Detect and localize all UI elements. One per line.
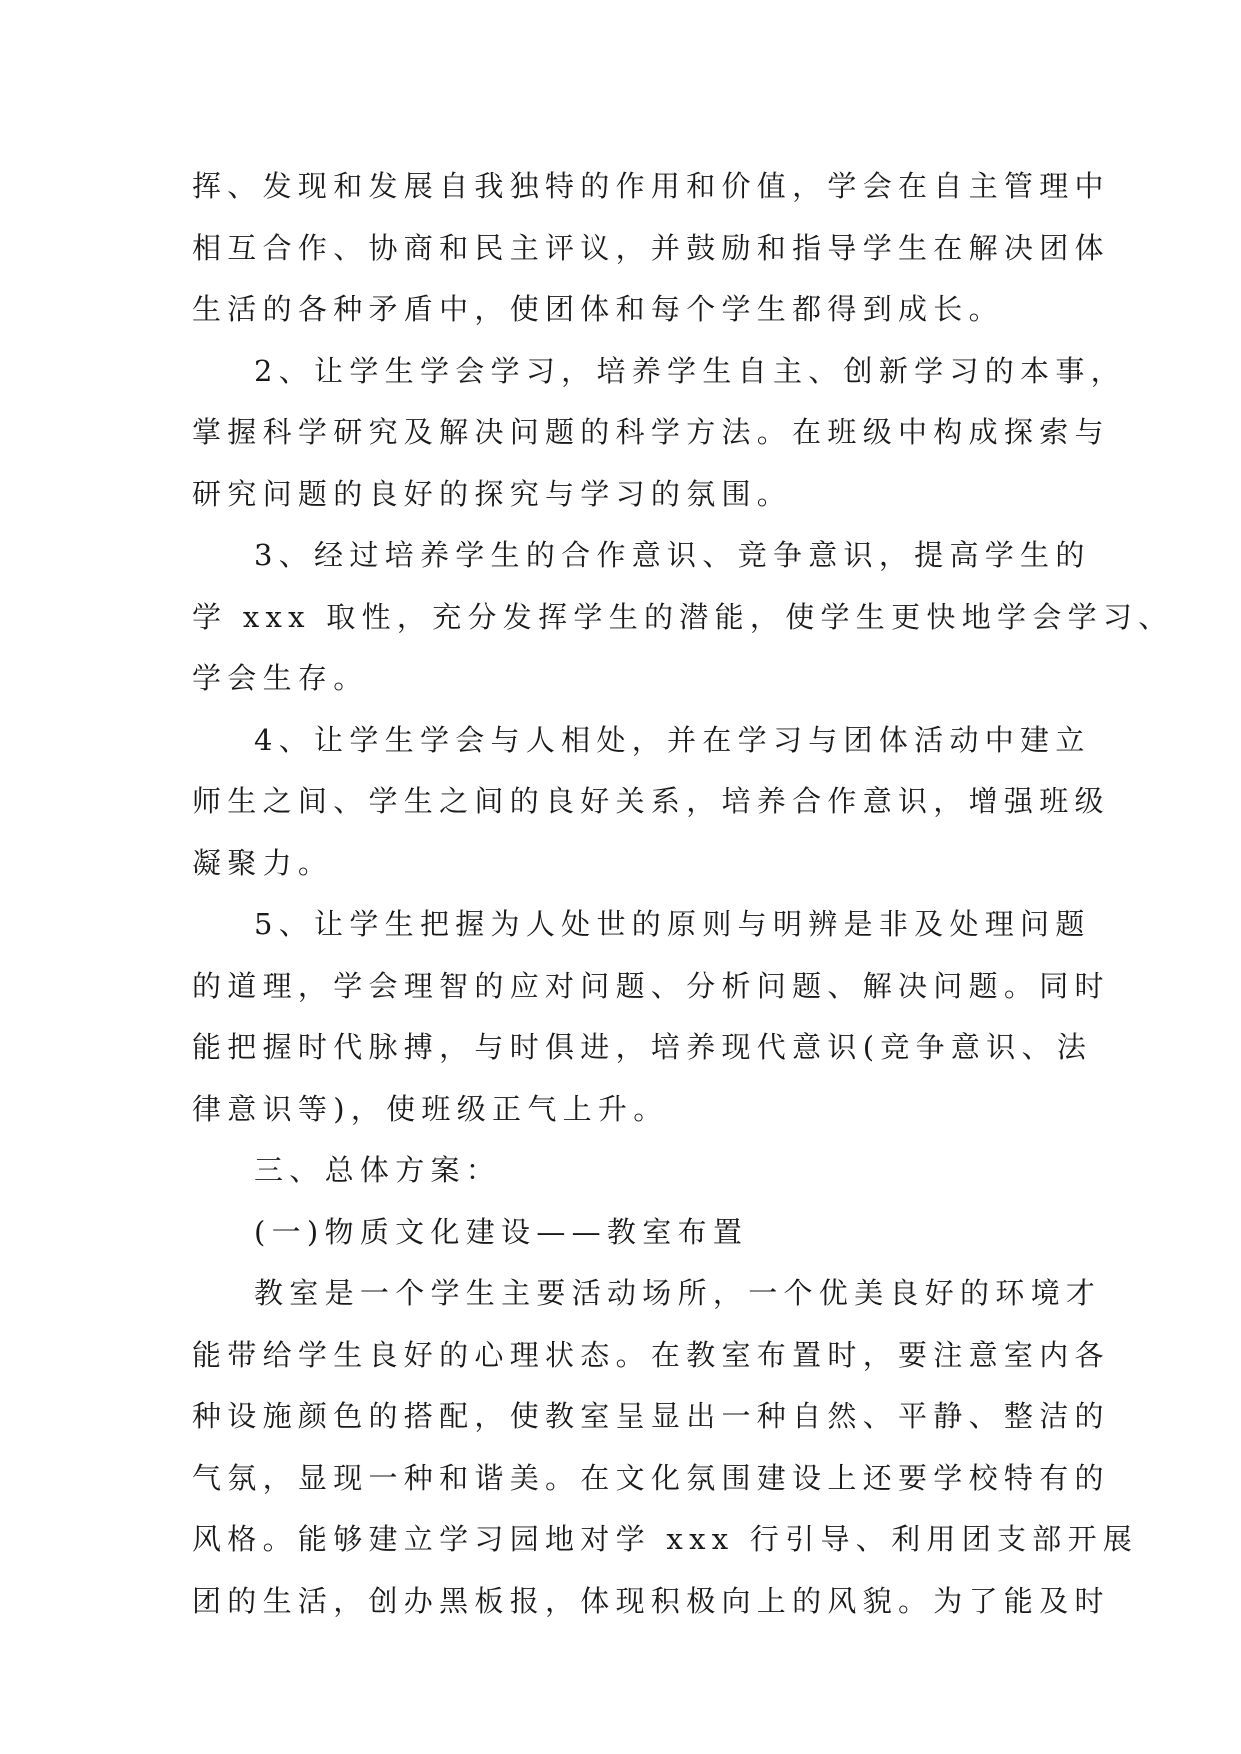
text-line: 团的生活，创办黑板报，体现积极向上的风貌。为了能及时 [192, 1583, 1110, 1618]
text-line: 研究问题的良好的探究与学习的氛围。 [192, 476, 793, 511]
text-line: 风格。能够建立学习园地对学 xxx 行引导、利用团支部开展 [192, 1522, 1139, 1556]
text-line: 生活的各种矛盾中，使团体和每个学生都得到成长。 [192, 292, 1004, 326]
text-line: 教室是一个学生主要活动场所，一个优美良好的环境才 [254, 1276, 1102, 1310]
text-line: 掌握科学研究及解决问题的科学方法。在班级中构成探索与 [192, 415, 1110, 449]
text-line: 5、让学生把握为人处世的原则与明辨是非及处理问题 [254, 907, 1091, 941]
text-line: 学 xxx 取性，充分发挥学生的潜能，使学生更快地学会学习、 [192, 599, 1174, 634]
document-body [192, 156, 1174, 1632]
text-line: 师生之间、学生之间的良好关系，培养合作意识，增强班级 [192, 784, 1110, 818]
text-line: 三、总体方案： [254, 1153, 502, 1187]
text-line: 4、让学生学会与人相处，并在学习与团体活动中建立 [254, 722, 1091, 757]
text-line: 的道理，学会理智的应对问题、分析问题、解决问题。同时 [192, 968, 1110, 1003]
text-line: 相互合作、协商和民主评议，并鼓励和指导学生在解决团体 [192, 230, 1110, 265]
text-line: 学会生存。 [192, 661, 369, 695]
text-line: 3、经过培养学生的合作意识、竞争意识，提高学生的 [254, 538, 1091, 572]
text-line: 2、让学生学会学习，培养学生自主、创新学习的本事， [254, 353, 1126, 388]
text-line: 能带给学生良好的心理状态。在教室布置时，要注意室内各 [192, 1337, 1110, 1372]
text-line: 凝聚力。 [192, 845, 334, 880]
text-line: 律意识等)，使班级正气上升。 [192, 1091, 669, 1126]
text-line: (一)物质文化建设——教室布置 [254, 1214, 749, 1249]
text-line: 种设施颜色的搭配，使教室呈显出一种自然、平静、整洁的 [192, 1399, 1110, 1433]
text-line: 挥、发现和发展自我独特的作用和价值，学会在自主管理中 [192, 169, 1110, 203]
text-line: 气氛，显现一种和谐美。在文化氛围建设上还要学校特有的 [192, 1460, 1110, 1495]
text-line: 能把握时代脉搏，与时俱进，培养现代意识(竞争意识、法 [192, 1030, 1093, 1064]
